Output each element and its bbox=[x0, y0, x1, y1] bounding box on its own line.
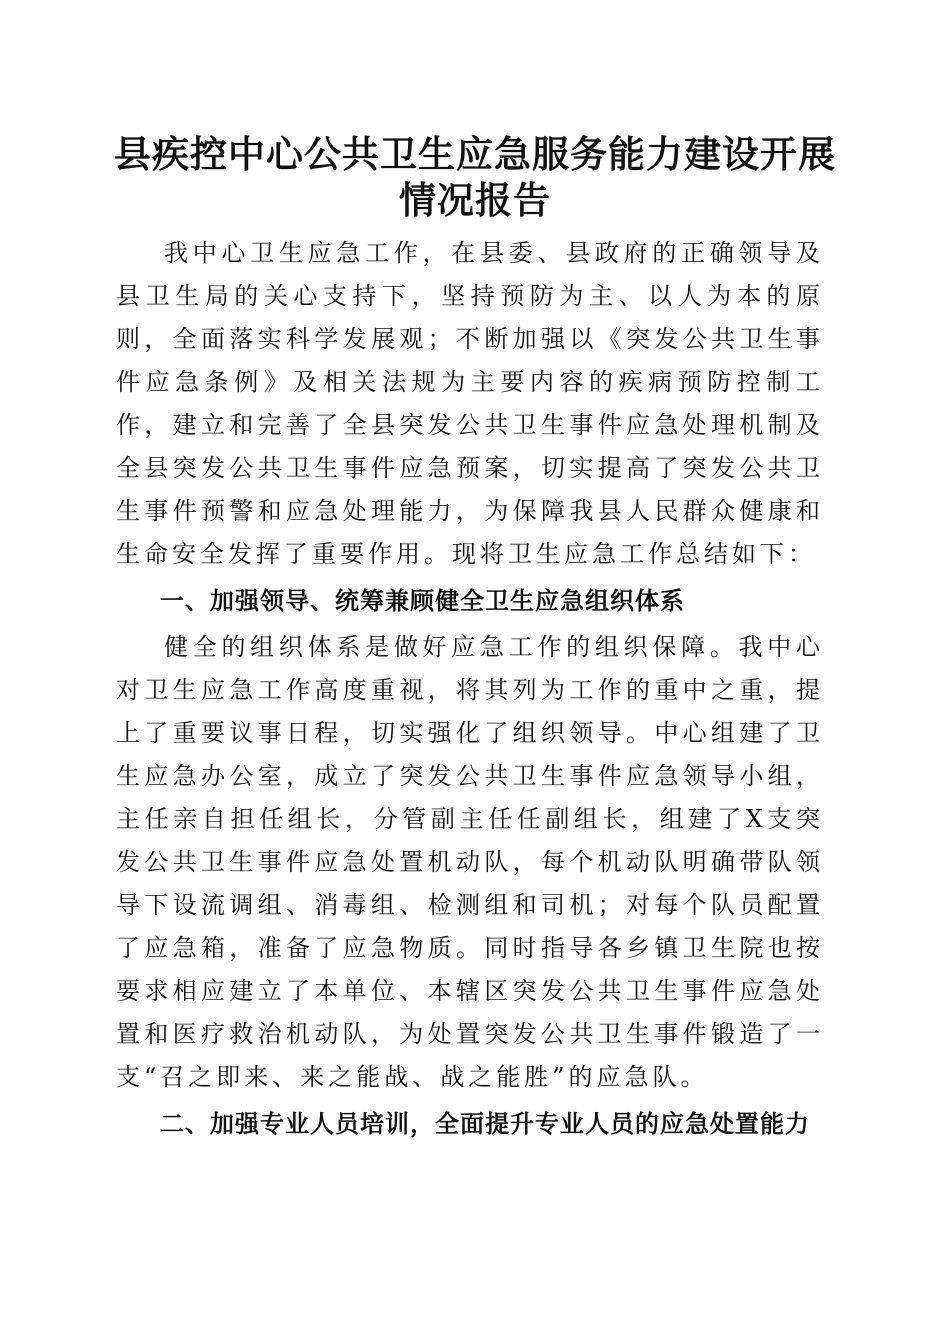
section-heading-1: 一、加强领导、统筹兼顾健全卫生应急组织体系 bbox=[160, 587, 685, 615]
document-body bbox=[116, 232, 824, 1149]
document-title: 县疾控中心公共卫生应急服务能力建设开展情况报告 bbox=[114, 133, 836, 222]
section-1-paragraph: 健全的组织体系是做好应急工作的组织保障。我中心对卫生应急工作高度重视，将其列为工作的重中之重，提上了重要议事日程，切实强化了组织领导。中心组建了卫生应急办公室，成立了突发公共卫生事件应急领导小组，主任亲自担任组长，分管副主任任副组长，组建了X支突发公共卫生事件应急处置机动队，每个机动队明确带队领导下设流调组、消毒组、检测组和司机；对每个队员配置了应急箱，准备了应急物质。同时指导各乡镇卫生院也按要求相应建立了本单位、本辖区突发公共卫生事件应急处置和医疗救治机动队，为处置突发公共卫生事件锻造了一支“召之即来、来之能战、战之能胜”的应急队。 bbox=[116, 633, 824, 1091]
intro-paragraph: 我中心卫生应急工作，在县委、县政府的正确领导及县卫生局的关心支持下，坚持预防为主、以人为本的原则，全面落实科学发展观；不断加强以《突发公共卫生事件应急条例》及相关法规为主要内容的疾病预防控制工作，建立和完善了全县突发公共卫生事件应急处理机制及全县突发公共卫生事件应急预案，切实提高了突发公共卫生事件预警和应急处理能力，为保障我县人民群众健康和生命安全发挥了重要作用。现将卫生应急工作总结如下： bbox=[116, 239, 824, 568]
section-heading-2: 二、加强专业人员培训，全面提升专业人员的应急处置能力 bbox=[160, 1110, 810, 1138]
